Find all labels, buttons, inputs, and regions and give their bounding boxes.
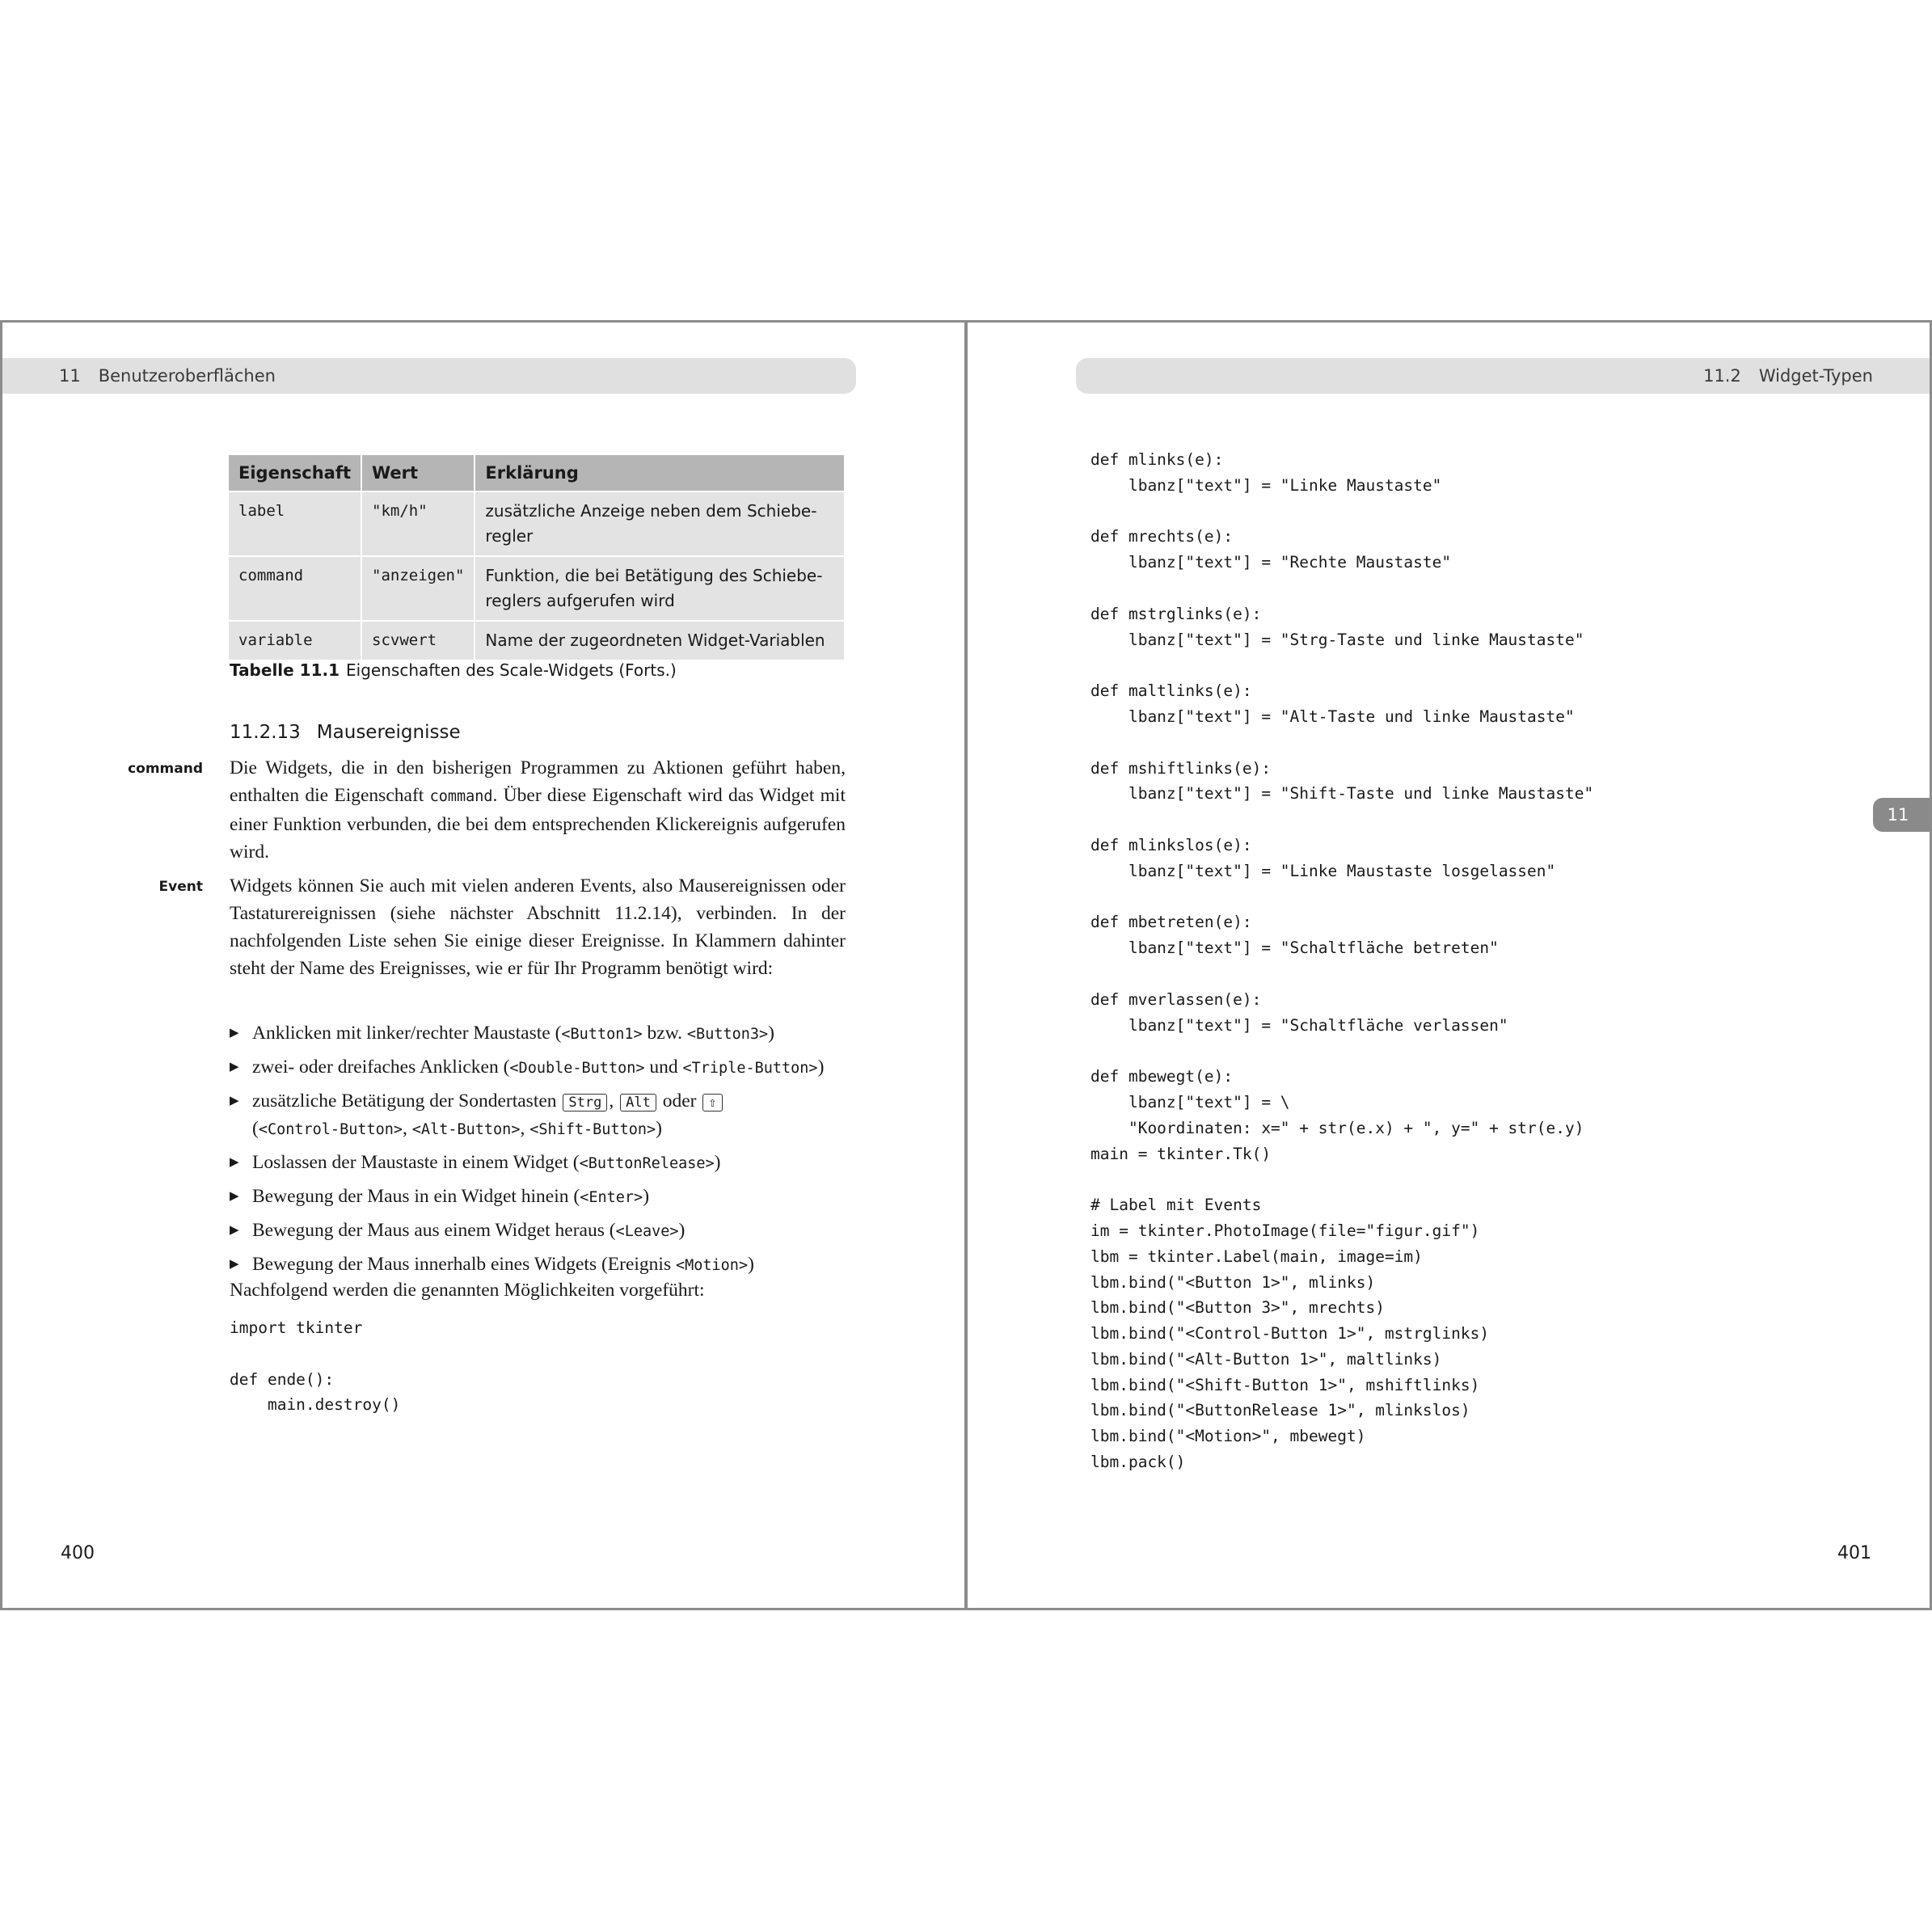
inline-code: <Enter> bbox=[580, 1189, 643, 1206]
table-cell: zusätzliche Anzeige neben dem Schieberegler bbox=[475, 492, 844, 555]
table-cell: command bbox=[229, 557, 361, 620]
inline-code: <Double-Button> bbox=[509, 1060, 645, 1077]
inline-code: <ButtonRelease> bbox=[579, 1155, 715, 1172]
inline-code: <Button1> bbox=[561, 1026, 643, 1043]
table-row bbox=[229, 622, 844, 660]
paragraph: Widgets können Sie auch mit vielen anderen Events, also Mausereignissen oder Tastaturereignissen (siehe nächster Abschnitt 11.2.14), verbinden. In der nachfolgenden Liste sehen Sie einige dieser Ereignisse. In Klammern dahinter steht der Name des Ereignisses, wie er für Ihr Programm benötigt wird: bbox=[230, 875, 846, 979]
book-spread bbox=[0, 320, 1932, 1614]
table-cell: Funktion, die bei Betätigung des Schiebereglers aufgerufen wird bbox=[475, 557, 844, 620]
page-number: 400 bbox=[61, 1543, 95, 1563]
list-item bbox=[230, 1087, 852, 1144]
item-text: und bbox=[644, 1057, 683, 1078]
item-text: Bewegung der Maus in ein Widget hinein ( bbox=[252, 1186, 580, 1207]
table-cell: label bbox=[229, 492, 361, 555]
shift-key-icon: ⇧ bbox=[702, 1094, 722, 1112]
properties-table bbox=[227, 453, 846, 661]
item-text: , bbox=[520, 1118, 530, 1139]
table-cell: scvwert bbox=[362, 622, 474, 660]
inline-code: <Control-Button> bbox=[258, 1121, 403, 1138]
table-header-row bbox=[229, 455, 844, 491]
left-page bbox=[0, 320, 967, 1610]
list-item bbox=[230, 1251, 852, 1280]
paragraph-text: . Über diese Eigenschaft wird das Widget mit einer Funktion verbunden, die bei dem entsprechenden Klickereignis aufgerufen wird. bbox=[230, 785, 846, 863]
chapter-thumb-tab: 11 bbox=[1873, 798, 1930, 832]
inline-code: <Button3> bbox=[686, 1026, 769, 1043]
event-list bbox=[230, 1019, 852, 1284]
inline-code: <Leave> bbox=[615, 1223, 679, 1240]
item-text: ) bbox=[817, 1057, 825, 1078]
inline-code: <Shift-Button> bbox=[529, 1121, 656, 1138]
table-row bbox=[229, 557, 844, 620]
item-text: ( bbox=[252, 1118, 259, 1139]
item-text: ) bbox=[714, 1152, 721, 1173]
item-text: ) bbox=[643, 1186, 650, 1207]
table-caption bbox=[230, 660, 677, 680]
inline-code: <Triple-Button> bbox=[682, 1060, 818, 1077]
caption-text: Eigenschaften des Scale-Widgets (Forts.) bbox=[346, 660, 677, 680]
table-cell: "anzeigen" bbox=[362, 557, 474, 620]
item-text: ) bbox=[748, 1254, 754, 1275]
paragraph bbox=[230, 754, 846, 866]
table-header-cell: Erklärung bbox=[475, 455, 844, 491]
item-text: zwei- oder dreifaches Anklicken ( bbox=[252, 1057, 510, 1078]
margin-note-command: command bbox=[128, 761, 203, 777]
item-text: zusätzliche Betätigung der Sondertasten bbox=[252, 1090, 562, 1112]
table-cell: variable bbox=[229, 622, 361, 660]
section-title: Widget-Typen bbox=[1758, 366, 1873, 386]
right-page bbox=[965, 320, 1932, 1610]
list-item bbox=[230, 1019, 852, 1048]
inline-code: command bbox=[429, 788, 493, 805]
caption-label: Tabelle 11.1 bbox=[230, 660, 340, 680]
key-strg: Strg bbox=[563, 1094, 607, 1112]
list-item bbox=[230, 1183, 852, 1212]
table-header-cell: Wert bbox=[362, 455, 474, 491]
item-text: , bbox=[403, 1118, 412, 1139]
item-text: Bewegung der Maus innerhalb eines Widgets (Ereignis bbox=[252, 1254, 676, 1275]
section-heading bbox=[230, 722, 461, 743]
paragraph-text: Die Widgets, die in den bisherigen Programmen zu Aktionen geführt haben, enthalten die Eigenschaft bbox=[230, 757, 846, 806]
item-text: Anklicken mit linker/rechter Maustaste ( bbox=[252, 1023, 562, 1044]
list-item bbox=[230, 1053, 852, 1082]
item-text: Bewegung der Maus aus einem Widget heraus ( bbox=[252, 1220, 616, 1241]
item-text: oder bbox=[657, 1090, 702, 1112]
margin-note-event: Event bbox=[158, 879, 203, 895]
item-text: , bbox=[609, 1090, 619, 1112]
table-row bbox=[229, 492, 844, 555]
chapter-title: Benutzeroberflächen bbox=[98, 366, 276, 386]
inline-code: <Motion> bbox=[675, 1257, 749, 1274]
item-text: Loslassen der Maustaste in einem Widget ( bbox=[252, 1152, 580, 1173]
table-cell: Name der zugeordneten Widget-Variablen bbox=[475, 622, 844, 660]
running-header bbox=[2, 358, 856, 394]
list-item bbox=[230, 1217, 852, 1246]
list-item bbox=[230, 1149, 852, 1178]
chapter-number: 11 bbox=[59, 366, 81, 386]
item-text: ) bbox=[678, 1220, 685, 1241]
table-cell: "km/h" bbox=[362, 492, 474, 555]
page-number: 401 bbox=[1837, 1543, 1871, 1563]
code-listing: import tkinter def ende(): main.destroy() bbox=[230, 1318, 401, 1415]
item-text: ) bbox=[768, 1023, 774, 1044]
paragraph: Nachfolgend werden die genannten Möglichkeiten vorgeführt: bbox=[230, 1280, 705, 1301]
section-title: Mausereignisse bbox=[316, 722, 461, 743]
section-number: 11.2 bbox=[1703, 366, 1741, 386]
running-header bbox=[1076, 358, 1930, 394]
item-text: bzw. bbox=[642, 1023, 687, 1044]
item-text: ) bbox=[656, 1118, 662, 1139]
section-number: 11.2.13 bbox=[230, 722, 301, 743]
key-alt: Alt bbox=[620, 1094, 656, 1112]
table-header-cell: Eigenschaft bbox=[229, 455, 361, 491]
code-listing: def mlinks(e): lbanz["text"] = "Linke Maustaste" def mrechts(e): lbanz["text"] = "Rechte Maustaste" def mstrglinks(e): lbanz["text"] = "Strg-Taste und linke Maustaste" def maltlinks(e): lbanz["text"] = "Alt-Taste und linke Maustaste" def mshiftlinks(e): lbanz["text"] = "Shift-Taste und linke Maustaste" def mlinkslos(e): lbanz["text"] = "Linke Maustaste losgelassen" def mbetreten(e): lbanz["text"] = "Schaltfläche betreten" def mverlassen(e): lbanz["text"] = "Schaltfläche verlassen" def mbewegt(e): lbanz["text"] = \ "Koordinaten: x=" + str(e.x) + ", y=" + str(e.y) main = tkinter.Tk() # Label mit Events im = tkinter.PhotoImage(file="figur.gif") lbm = tkinter.Label(main, image=im) lbm.bind("<Button 1>", mlinks) lbm.bind("<Button 3>", mrechts) lbm.bind("<Control-Button 1>", mstrglinks) lbm.bind("<Alt-Button 1>", maltlinks) lbm.bind("<Shift-Button 1>", mshiftlinks) lbm.bind("<ButtonRelease 1>", mlinkslos) lbm.bind("<Motion>", mbewegt) lbm.pack() bbox=[1090, 450, 1594, 1472]
inline-code: <Alt-Button> bbox=[411, 1121, 521, 1138]
